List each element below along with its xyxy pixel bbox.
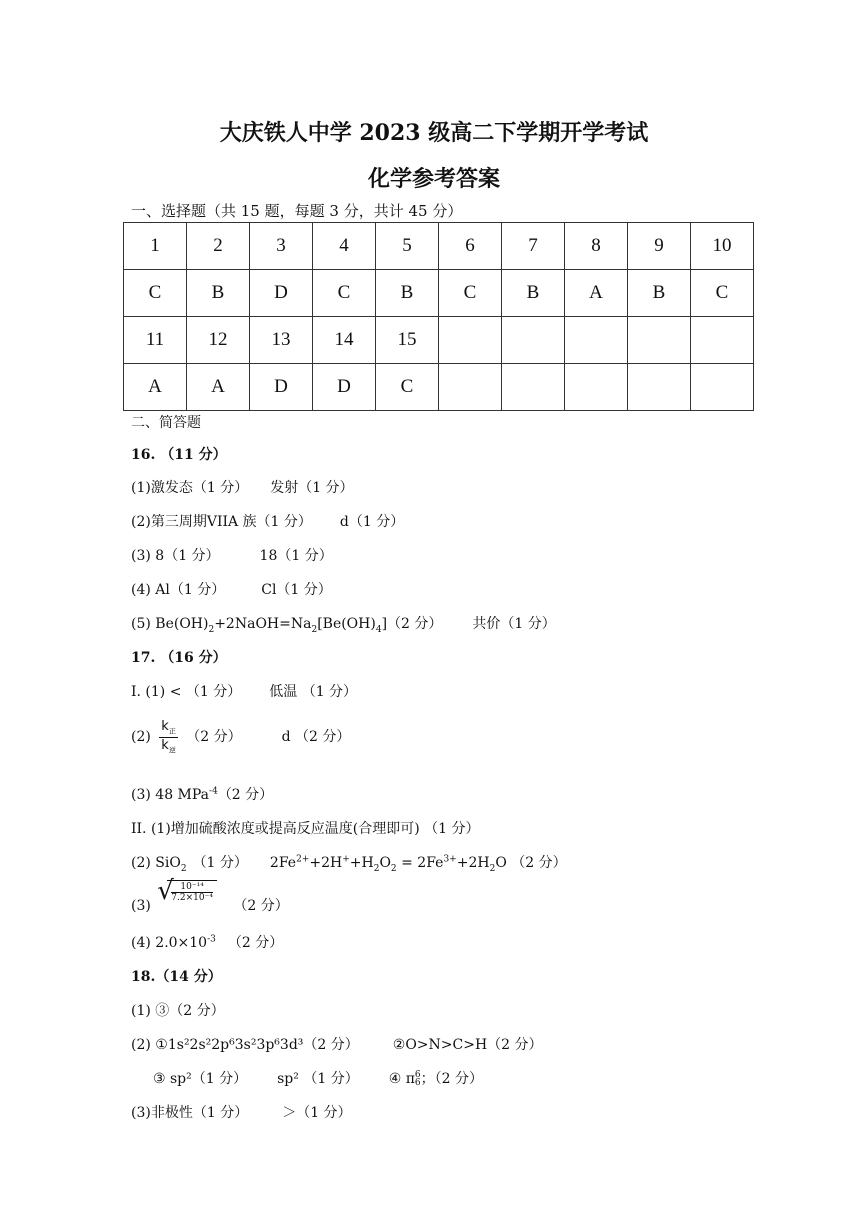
square-root-expression: √ $\frac{\text{10⁻¹⁴}}{\text{7.2×10⁻⁴}}$: [157, 880, 217, 904]
answer-text: 共价（1 分）: [472, 616, 556, 632]
q16-line-2: [131, 511, 404, 531]
table-cell: 13: [250, 317, 313, 364]
table-cell: 3: [250, 223, 313, 270]
answer-table: [123, 222, 754, 411]
table-cell: B: [187, 270, 250, 317]
table-cell: B: [628, 270, 691, 317]
q18-heading: 18.（14 分）: [131, 969, 222, 985]
table-row: [124, 364, 754, 411]
answer-text: (1)激发态（1 分）: [131, 480, 249, 496]
table-row: [124, 317, 754, 364]
table-cell: 14: [313, 317, 376, 364]
table-cell: B: [502, 270, 565, 317]
answer-text: d （2 分）: [281, 729, 351, 746]
q17-line-i1: [131, 681, 357, 701]
table-cell: [691, 317, 754, 364]
ionic-equation: $2Fe^{2+}+2H^++H_2O_2 = 2Fe^{3+}+2H_2O$ （2 分）: [269, 854, 567, 874]
formula: (5) $Be(OH)_2+2NaOH=Na_2[Be(OH)_4](2$ 分）: [131, 616, 443, 635]
table-cell: [565, 364, 628, 411]
q16-line-4: [131, 579, 332, 599]
table-cell: [439, 364, 502, 411]
table-cell: 12: [187, 317, 250, 364]
table-cell: [691, 364, 754, 411]
answer-text: （2 分）: [186, 729, 242, 746]
table-cell: 4: [313, 223, 376, 270]
table-cell: 8: [565, 223, 628, 270]
table-cell: A: [565, 270, 628, 317]
answer-text: 发射（1 分）: [270, 480, 354, 496]
answer-text: (2)第三周期VIIA 族（1 分）: [131, 514, 312, 530]
table-cell: 10: [691, 223, 754, 270]
table-cell: C: [691, 270, 754, 317]
answer-text: ②O>N>C>H（2 分）: [392, 1037, 543, 1053]
q18-line-3: ③ sp²（1 分） sp² （1 分） ④ π 6 6 ；（2 分）: [153, 1070, 483, 1088]
table-cell: D: [250, 364, 313, 411]
table-cell: [439, 317, 502, 364]
q16-heading: 16. （11 分）: [131, 447, 227, 463]
q17-line-i2: (2) $\frac{k_正}{k_逆}$ （2 分） d （2 分）: [131, 719, 351, 755]
table-cell: A: [124, 364, 187, 411]
pi-bond-notation: ④ π 6 6 ；（2 分）: [388, 1070, 483, 1088]
answer-text: d（1 分）: [339, 514, 405, 530]
answer-text: 18（1 分）: [259, 548, 333, 564]
page-title: 大庆铁人中学 2023 级高二下学期开学考试: [219, 120, 649, 146]
electron-configuration: (2) ①1s²2s²2p⁶3s²3p⁶3d³（2 分）: [131, 1037, 359, 1053]
table-cell: [502, 364, 565, 411]
q17-line-ii3: (3) √ $\frac{\text{10⁻¹⁴}}{\text{7.2×10⁻⁴}}$ （2 分）: [131, 876, 289, 914]
q17-line-ii1: II. (1)增加硫酸浓度或提高反应温度(合理即可) （1 分）: [131, 821, 480, 837]
table-cell: 11: [124, 317, 187, 364]
table-cell: D: [250, 270, 313, 317]
table-cell: [628, 364, 691, 411]
table-cell: B: [376, 270, 439, 317]
rate-constant-fraction: $\frac{k_正}{k_逆}$: [161, 719, 176, 755]
table-cell: 7: [502, 223, 565, 270]
q17-heading: 17. （16 分）: [131, 650, 227, 666]
q18-line-4: (3)非极性（1 分） ＞（1 分）: [131, 1105, 352, 1121]
table-cell: 1: [124, 223, 187, 270]
table-cell: 6: [439, 223, 502, 270]
answer-text: (4) Al（1 分）: [131, 582, 226, 598]
page-subtitle: 化学参考答案: [367, 166, 500, 192]
q18-line-1: (1) ③（2 分）: [131, 1003, 225, 1019]
table-cell: A: [187, 364, 250, 411]
table-cell: 9: [628, 223, 691, 270]
answer-text: 低温 （1 分）: [269, 684, 358, 700]
table-cell: C: [376, 364, 439, 411]
table-cell: 15: [376, 317, 439, 364]
q17-line-ii2: (2) SiO$_2$ （1 分） $2Fe^{2+}+2H^++H_2O_2 = 2Fe^{3+}+2H_2O$ （2 分）: [131, 854, 567, 874]
table-row: [124, 270, 754, 317]
table-cell: C: [124, 270, 187, 317]
section-multiple-choice-heading: 一、选择题（共 15 题，每题 3 分，共计 45 分）: [131, 202, 463, 220]
table-cell: D: [313, 364, 376, 411]
table-cell: 2: [187, 223, 250, 270]
table-cell: C: [313, 270, 376, 317]
table-cell: [502, 317, 565, 364]
answer-text: (3) 8（1 分）: [131, 548, 220, 564]
q16-line-3: [131, 545, 333, 565]
section-short-answer-heading: 二、简答题: [131, 415, 201, 431]
answer-text: I. (1) < （1 分）: [131, 684, 242, 700]
table-row: [124, 223, 754, 270]
table-cell: [628, 317, 691, 364]
q17-line-ii4: (4) $2.0\times 10^{-3}$ （2 分）: [131, 934, 284, 951]
q16-line-1: [131, 477, 354, 497]
q16-line-5: [131, 613, 556, 635]
q17-line-i3: (3) 48 MPa$^{-4}$（2 分）: [131, 786, 274, 803]
q18-line-2: [131, 1034, 543, 1054]
answer-text: Cl（1 分）: [261, 582, 332, 598]
table-cell: C: [439, 270, 502, 317]
table-cell: [565, 317, 628, 364]
table-cell: 5: [376, 223, 439, 270]
